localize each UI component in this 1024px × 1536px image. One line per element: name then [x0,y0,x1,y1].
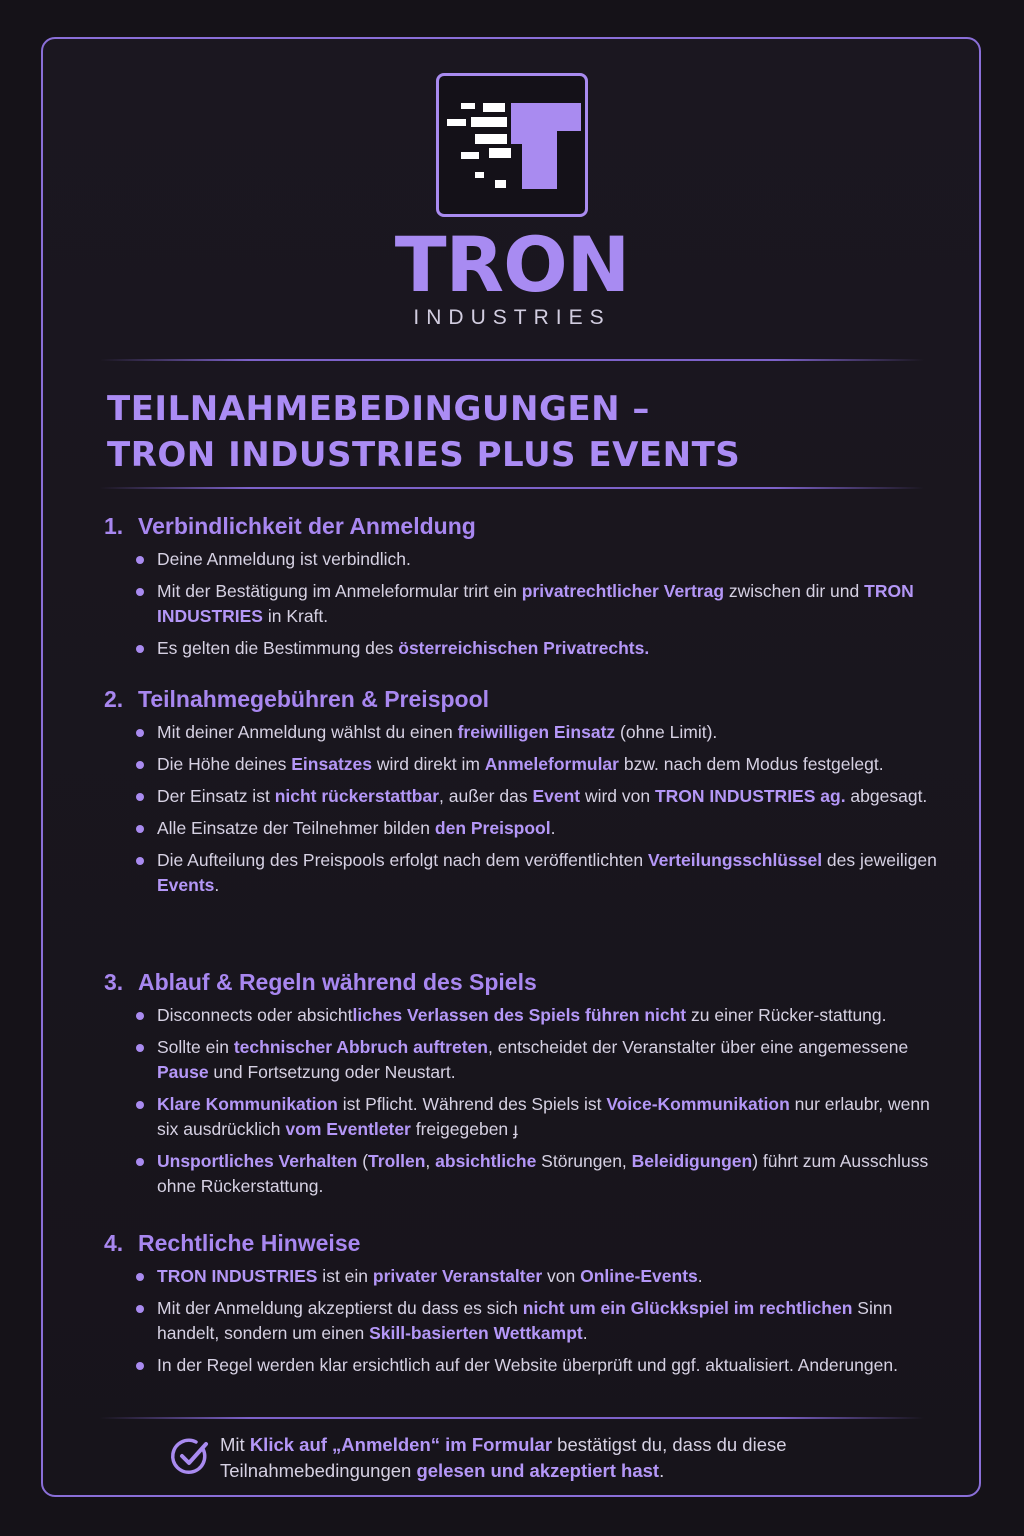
list-item [104,1035,944,1085]
section-number: 4. [104,1230,124,1256]
page-title [107,386,927,478]
list-item [104,784,944,809]
body-text: , entscheidet der Veranstalter über eine angemessene [487,1037,909,1057]
highlight-text: liches Verlassen des Spiels führen nicht [352,1005,687,1025]
list-item [104,1003,944,1028]
body-text: (ohne Limit). [615,722,718,742]
section-number: 2. [104,686,124,712]
highlight-text: TRON INDUSTRIES [157,581,914,626]
divider [100,487,924,489]
body-text: Disconnects oder absicht [157,1005,353,1025]
body-text: Sinn handelt, sondern um einen [157,1298,893,1343]
body-text: ist Pflicht. Während des Spiels ist [337,1094,607,1114]
highlight-text: absichtliche [435,1151,537,1171]
body-text: Mit der Bestätigung im Anmeleformular trirt ein [157,581,522,601]
body-text: Mit [220,1434,250,1455]
highlight-text: Skill-basierten Wettkampt [369,1323,583,1343]
list-item [104,720,944,745]
pixel-t-logo-icon [439,76,585,214]
section-title: Teilnahmegebühren & Preispool [138,686,490,712]
bullet-dot-icon [136,1012,144,1020]
body-text: In der Regel werden klar ersichtlich auf der Website überprüft und ggf. aktualisiert. Anderungen. [157,1355,898,1375]
list-item [104,547,944,572]
section-title: Verbindlichkeit der Anmeldung [138,513,476,539]
bullet-dot-icon [136,793,144,801]
list-item [104,1296,944,1346]
list-item [104,1264,944,1289]
highlight-text: Events [157,875,215,895]
logo [436,73,588,217]
body-text: . [697,1266,703,1286]
bullet-dot-icon [136,825,144,833]
body-text: ) führt zum Ausschluss ohne Rückerstattung. [157,1151,929,1196]
bullet-dot-icon [136,729,144,737]
section-number: 3. [104,969,124,995]
bullet-dot-icon [136,857,144,865]
body-text: , [425,1151,436,1171]
bullet-dot-icon [136,1158,144,1166]
bullet-dot-icon [136,1044,144,1052]
body-text: Alle Einsatze der Teilnehmer bilden [157,818,435,838]
list-item [104,816,944,841]
body-text: ( [357,1151,369,1171]
body-text: Sollte ein [157,1037,234,1057]
brand-name: TRON [394,220,630,309]
body-text: zu einer Rücker-stattung. [686,1005,887,1025]
highlight-text: Pause [157,1062,209,1082]
body-text: . [582,1323,588,1343]
body-text: des jeweiligen [822,850,937,870]
list-item [104,848,944,898]
highlight-text: Voice-Kommunikation [606,1094,790,1114]
section-heading [104,967,944,997]
bullet-list [104,1264,944,1378]
body-text: abgesagt. [845,786,928,806]
bullet-list [104,720,944,898]
bullet-dot-icon [136,1305,144,1313]
list-item [104,752,944,777]
check-circle-icon [170,1436,210,1476]
highlight-text: Anmeleformular [484,754,619,774]
list-item [104,1353,944,1378]
body-text: ist ein [317,1266,373,1286]
confirmation-note [170,1432,890,1484]
body-text: . [550,818,556,838]
divider [100,1417,924,1419]
title-line-2: TRON INDUSTRIES PLUS EVENTS [107,435,741,475]
highlight-text: Klick auf „Anmelden“ im Formular [249,1434,553,1455]
body-text: wird von [580,786,655,806]
bullet-list [104,1003,944,1199]
title-line-1: TEILNAHMEBEDINGUNGEN – [107,389,650,429]
highlight-text: privatrechtlicher Vertrag [521,581,725,601]
section-heading [104,684,944,714]
bullet-dot-icon [136,1273,144,1281]
body-text: Mit deiner Anmeldung wählst du einen [157,722,458,742]
highlight-text: Online-Events [580,1266,698,1286]
body-text: nur erlaubr, wenn six ausdrücklich [157,1094,930,1139]
body-text: bzw. nach dem Modus festgelegt. [618,754,884,774]
highlight-text: privater Veranstalter [372,1266,543,1286]
body-text: Es gelten die Bestimmung des [157,638,399,658]
list-item [104,1149,944,1199]
highlight-text: österreichischen Privatrechts. [398,638,650,658]
body-text: wird direkt im [371,754,485,774]
body-text: von [542,1266,581,1286]
highlight-text: vom Eventleter [285,1119,411,1139]
body-text: , außer das [439,786,533,806]
highlight-text: gelesen und akzeptiert hast [416,1460,660,1481]
highlight-text: Unsportliches Verhalten [157,1151,358,1171]
section-rechtliche-hinweise [104,1228,944,1385]
bullet-dot-icon [136,761,144,769]
highlight-text: nicht um ein Glückkspiel im rechtlichen [522,1298,853,1318]
highlight-text: Event [532,786,581,806]
highlight-text: TRON INDUSTRIES [157,1266,318,1286]
highlight-text: Verteilungsschlüssel [647,850,823,870]
highlight-text: nicht rückerstattbar [274,786,440,806]
body-text: in Kraft. [262,606,329,626]
confirmation-text [220,1432,890,1484]
divider [100,359,924,361]
body-text: Mit der Anmeldung akzeptierst du dass es sich [157,1298,523,1318]
list-item [104,636,944,661]
body-text: und Fortsetzung oder Neustart. [208,1062,456,1082]
highlight-text: TRON INDUSTRIES ag. [654,786,846,806]
section-teilnahmegebuehren [104,684,944,905]
section-verbindlichkeit [104,511,944,668]
body-text: Die Höhe deines [157,754,292,774]
highlight-text: Trollen [368,1151,426,1171]
section-heading [104,1228,944,1258]
body-text: bestätigst du, dass du diese Teilnahmebedingungen [220,1434,787,1481]
bullet-list [104,547,944,661]
highlight-text: Einsatzes [291,754,372,774]
section-ablauf-regeln [104,967,944,1206]
bullet-dot-icon [136,645,144,653]
highlight-text: den Preispool [434,818,551,838]
body-text: . [214,875,220,895]
bullet-dot-icon [136,1101,144,1109]
bullet-dot-icon [136,588,144,596]
body-text: zwischen dir und [724,581,865,601]
bullet-dot-icon [136,556,144,564]
section-title: Ablauf & Regeln während des Spiels [138,969,537,995]
body-text: Deine Anmeldung ist verbindlich. [157,549,411,569]
list-item [104,1092,944,1142]
body-text: freigegeben ɟ [410,1119,518,1139]
brand-subtitle: INDUSTRIES [413,306,611,329]
section-heading [104,511,944,541]
list-item [104,579,944,629]
body-text: Die Aufteilung des Preispools erfolgt nach dem veröffentlichten [157,850,648,870]
section-number: 1. [104,513,124,539]
highlight-text: Klare Kommunikation [157,1094,338,1114]
section-title: Rechtliche Hinweise [138,1230,361,1256]
body-text: Der Einsatz ist [157,786,275,806]
body-text: . [659,1460,665,1481]
highlight-text: freiwilligen Einsatz [457,722,616,742]
bullet-dot-icon [136,1362,144,1370]
highlight-text: technischer Abbruch auftreten [233,1037,488,1057]
highlight-text: Beleidigungen [631,1151,753,1171]
body-text: Störungen, [536,1151,632,1171]
